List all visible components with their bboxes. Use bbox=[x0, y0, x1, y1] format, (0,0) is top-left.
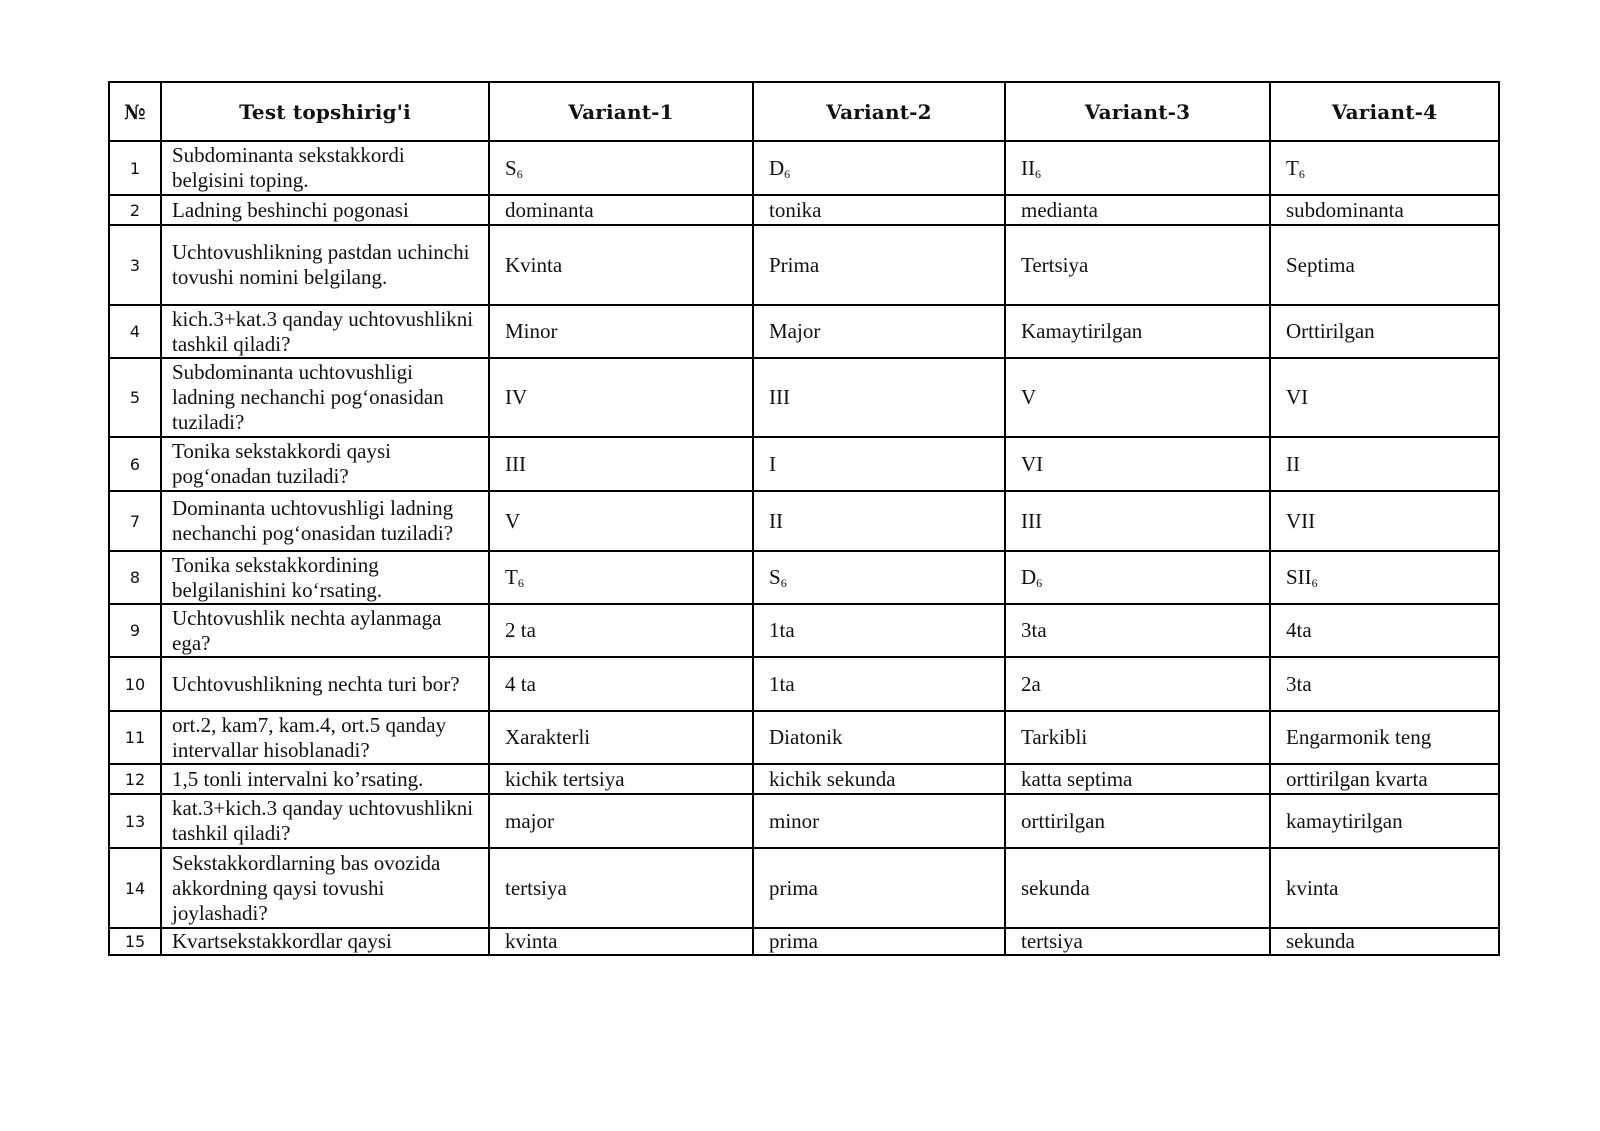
variant-3-cell bbox=[1005, 657, 1270, 711]
row-number: 6 bbox=[109, 437, 161, 491]
variant-3-cell bbox=[1005, 305, 1270, 358]
header-question: Test topshirig'i bbox=[161, 82, 489, 141]
question-text: Uchtovushlikning nechta turi bor? bbox=[161, 657, 489, 711]
header-variant-4: Variant-4 bbox=[1270, 82, 1499, 141]
row-number: 15 bbox=[109, 928, 161, 955]
header-number: № bbox=[109, 82, 161, 141]
option-text: Tertsiya bbox=[1021, 252, 1089, 277]
variant-2-cell bbox=[753, 657, 1005, 711]
table-row bbox=[109, 551, 1499, 604]
question-text: Tonika sekstakkordi qaysi pog‘onadan tuziladi? bbox=[161, 437, 489, 491]
variant-3-cell bbox=[1005, 794, 1270, 848]
row-number: 3 bbox=[109, 225, 161, 305]
option-text: Major bbox=[769, 319, 821, 343]
variant-3-cell bbox=[1005, 764, 1270, 794]
question-text: kich.3+kat.3 qanday uchtovushlikni tashkil qiladi? bbox=[161, 305, 489, 358]
option-text: D bbox=[769, 155, 785, 180]
header-variant-3: Variant-3 bbox=[1005, 82, 1270, 141]
variant-1-cell bbox=[489, 305, 753, 358]
header-variant-2: Variant-2 bbox=[753, 82, 1005, 141]
option-text: Kamaytirilgan bbox=[1021, 319, 1143, 343]
option-text: Septima bbox=[1286, 252, 1355, 277]
row-number: 4 bbox=[109, 305, 161, 358]
option-text: T bbox=[505, 565, 518, 589]
option-text: Diatonik bbox=[769, 725, 843, 749]
variant-4-cell bbox=[1270, 928, 1499, 955]
option-text: III bbox=[1021, 508, 1042, 533]
variant-4-cell bbox=[1270, 657, 1499, 711]
option-text: 1ta bbox=[769, 671, 795, 696]
option-text: orttirilgan bbox=[1021, 808, 1105, 833]
option-text: Kvinta bbox=[505, 252, 563, 277]
option-text: II bbox=[1021, 155, 1035, 180]
variant-1-cell bbox=[489, 764, 753, 794]
row-number: 11 bbox=[109, 711, 161, 764]
variant-2-cell bbox=[753, 848, 1005, 928]
variant-4-cell bbox=[1270, 848, 1499, 928]
option-subscript: 6 bbox=[516, 166, 523, 181]
variant-1-cell bbox=[489, 437, 753, 491]
option-text: D bbox=[1021, 565, 1037, 589]
variant-2-cell bbox=[753, 305, 1005, 358]
table-row bbox=[109, 491, 1499, 551]
option-text: I bbox=[769, 451, 776, 476]
variant-3-cell bbox=[1005, 928, 1270, 955]
option-text: 2a bbox=[1021, 671, 1041, 696]
variant-3-cell bbox=[1005, 491, 1270, 551]
variant-4-cell bbox=[1270, 141, 1499, 195]
variant-1-cell bbox=[489, 928, 753, 955]
option-text: VII bbox=[1286, 508, 1316, 533]
option-text: kichik sekunda bbox=[769, 766, 896, 791]
variant-1-cell bbox=[489, 551, 753, 604]
variant-4-cell bbox=[1270, 551, 1499, 604]
option-text: sekunda bbox=[1021, 875, 1090, 900]
table-row bbox=[109, 764, 1499, 794]
row-number: 12 bbox=[109, 764, 161, 794]
variant-4-cell bbox=[1270, 358, 1499, 437]
option-text: Prima bbox=[769, 252, 820, 277]
option-text: Tarkibli bbox=[1021, 725, 1088, 749]
variant-1-cell bbox=[489, 195, 753, 225]
variant-1-cell bbox=[489, 848, 753, 928]
option-text: tonika bbox=[769, 197, 822, 222]
option-text: III bbox=[505, 451, 526, 476]
variant-2-cell bbox=[753, 358, 1005, 437]
variant-2-cell bbox=[753, 794, 1005, 848]
question-text: Uchtovushlik nechta aylanmaga ega? bbox=[161, 604, 489, 657]
variant-3-cell bbox=[1005, 195, 1270, 225]
variant-2-cell bbox=[753, 491, 1005, 551]
variant-1-cell bbox=[489, 657, 753, 711]
row-number: 2 bbox=[109, 195, 161, 225]
option-text: V bbox=[1021, 385, 1037, 409]
table-row bbox=[109, 305, 1499, 358]
option-text: II bbox=[769, 508, 783, 533]
option-text: 2 ta bbox=[505, 618, 536, 642]
option-text: SII bbox=[1286, 565, 1312, 589]
table-row bbox=[109, 848, 1499, 928]
header-row bbox=[109, 82, 1499, 141]
variant-2-cell bbox=[753, 141, 1005, 195]
variant-1-cell bbox=[489, 711, 753, 764]
option-text: orttirilgan kvarta bbox=[1286, 766, 1428, 791]
variant-2-cell bbox=[753, 711, 1005, 764]
option-text: prima bbox=[769, 929, 818, 953]
variant-1-cell bbox=[489, 794, 753, 848]
question-text: kat.3+kich.3 qanday uchtovushlikni tashkil qiladi? bbox=[161, 794, 489, 848]
option-text: 4 ta bbox=[505, 671, 536, 696]
variant-2-cell bbox=[753, 551, 1005, 604]
option-text: katta septima bbox=[1021, 766, 1133, 791]
variant-4-cell bbox=[1270, 437, 1499, 491]
row-number: 7 bbox=[109, 491, 161, 551]
variant-2-cell bbox=[753, 195, 1005, 225]
option-text: Engarmonik teng bbox=[1286, 725, 1432, 749]
option-text: 3ta bbox=[1021, 618, 1047, 642]
table-row bbox=[109, 928, 1499, 955]
variant-2-cell bbox=[753, 764, 1005, 794]
option-text: 1ta bbox=[769, 618, 795, 642]
variant-4-cell bbox=[1270, 711, 1499, 764]
question-text: ort.2, kam7, kam.4, ort.5 qanday intervallar hisoblanadi? bbox=[161, 711, 489, 764]
variant-4-cell bbox=[1270, 794, 1499, 848]
option-text: kichik tertsiya bbox=[505, 766, 625, 791]
variant-4-cell bbox=[1270, 305, 1499, 358]
question-text: Dominanta uchtovushligi ladning nechanchi pog‘onasidan tuziladi? bbox=[161, 491, 489, 551]
option-subscript: 6 bbox=[1298, 166, 1305, 181]
variant-3-cell bbox=[1005, 848, 1270, 928]
option-text: S bbox=[769, 565, 781, 589]
option-text: Orttirilgan bbox=[1286, 319, 1375, 343]
table-row bbox=[109, 711, 1499, 764]
table-row bbox=[109, 225, 1499, 305]
table-row bbox=[109, 604, 1499, 657]
table-row bbox=[109, 437, 1499, 491]
option-subscript: 6 bbox=[1311, 576, 1318, 590]
question-text: Sekstakkordlarning bas ovozida akkordning qaysi tovushi joylashadi? bbox=[161, 848, 489, 928]
variant-4-cell bbox=[1270, 195, 1499, 225]
option-text: II bbox=[1286, 451, 1300, 476]
option-text: major bbox=[505, 808, 554, 833]
option-text: IV bbox=[505, 385, 528, 409]
question-text: 1,5 tonli intervalni ko’rsating. bbox=[161, 764, 489, 794]
row-number: 1 bbox=[109, 141, 161, 195]
variant-4-cell bbox=[1270, 491, 1499, 551]
option-text: tertsiya bbox=[505, 875, 567, 900]
option-text: kvinta bbox=[1286, 875, 1339, 900]
variant-4-cell bbox=[1270, 604, 1499, 657]
variant-3-cell bbox=[1005, 358, 1270, 437]
question-text: Subdominanta uchtovushligi ladning nechanchi pog‘onasidan tuziladi? bbox=[161, 358, 489, 437]
variant-1-cell bbox=[489, 141, 753, 195]
question-text: Uchtovushlikning pastdan uchinchi tovushi nomini belgilang. bbox=[161, 225, 489, 305]
row-number: 5 bbox=[109, 358, 161, 437]
variant-3-cell bbox=[1005, 437, 1270, 491]
option-subscript: 6 bbox=[780, 576, 787, 590]
table-body bbox=[109, 141, 1499, 955]
option-text: dominanta bbox=[505, 197, 594, 222]
option-text: minor bbox=[769, 808, 820, 833]
question-text: Subdominanta sekstakkordi belgisini toping. bbox=[161, 141, 489, 195]
option-subscript: 6 bbox=[517, 576, 524, 590]
variant-3-cell bbox=[1005, 604, 1270, 657]
option-text: V bbox=[505, 508, 521, 533]
variant-1-cell bbox=[489, 604, 753, 657]
row-number: 14 bbox=[109, 848, 161, 928]
option-text: III bbox=[769, 385, 790, 409]
option-text: tertsiya bbox=[1021, 929, 1083, 953]
option-text: prima bbox=[769, 875, 818, 900]
table-row bbox=[109, 794, 1499, 848]
option-text: S bbox=[505, 155, 517, 180]
option-text: medianta bbox=[1021, 197, 1098, 222]
variant-2-cell bbox=[753, 604, 1005, 657]
variant-4-cell bbox=[1270, 225, 1499, 305]
test-table bbox=[108, 81, 1500, 956]
header-variant-1: Variant-1 bbox=[489, 82, 753, 141]
variant-3-cell bbox=[1005, 225, 1270, 305]
variant-1-cell bbox=[489, 225, 753, 305]
row-number: 13 bbox=[109, 794, 161, 848]
option-text: Xarakterli bbox=[505, 725, 591, 749]
row-number: 9 bbox=[109, 604, 161, 657]
option-text: kamaytirilgan bbox=[1286, 808, 1403, 833]
row-number: 10 bbox=[109, 657, 161, 711]
option-text: 3ta bbox=[1286, 671, 1312, 696]
option-text: VI bbox=[1286, 385, 1309, 409]
variant-3-cell bbox=[1005, 711, 1270, 764]
question-text: Kvartsekstakkordlar qaysi bbox=[161, 928, 489, 955]
variant-2-cell bbox=[753, 437, 1005, 491]
row-number: 8 bbox=[109, 551, 161, 604]
question-text: Ladning beshinchi pogonasi bbox=[161, 195, 489, 225]
variant-2-cell bbox=[753, 225, 1005, 305]
question-text: Tonika sekstakkordining belgilanishini ko‘rsating. bbox=[161, 551, 489, 604]
variant-3-cell bbox=[1005, 141, 1270, 195]
option-text: 4ta bbox=[1286, 618, 1312, 642]
option-text: subdominanta bbox=[1286, 197, 1404, 222]
variant-1-cell bbox=[489, 358, 753, 437]
option-text: sekunda bbox=[1286, 929, 1355, 953]
table-row bbox=[109, 141, 1499, 195]
variant-2-cell bbox=[753, 928, 1005, 955]
option-subscript: 6 bbox=[1035, 166, 1041, 181]
variant-1-cell bbox=[489, 491, 753, 551]
option-text: Minor bbox=[505, 319, 558, 343]
option-text: T bbox=[1286, 155, 1299, 180]
variant-4-cell bbox=[1270, 764, 1499, 794]
variant-3-cell bbox=[1005, 551, 1270, 604]
option-subscript: 6 bbox=[784, 166, 791, 181]
table-row bbox=[109, 358, 1499, 437]
table-row bbox=[109, 657, 1499, 711]
option-text: kvinta bbox=[505, 929, 558, 953]
table-row bbox=[109, 195, 1499, 225]
option-text: VI bbox=[1021, 451, 1044, 476]
option-subscript: 6 bbox=[1036, 576, 1043, 590]
